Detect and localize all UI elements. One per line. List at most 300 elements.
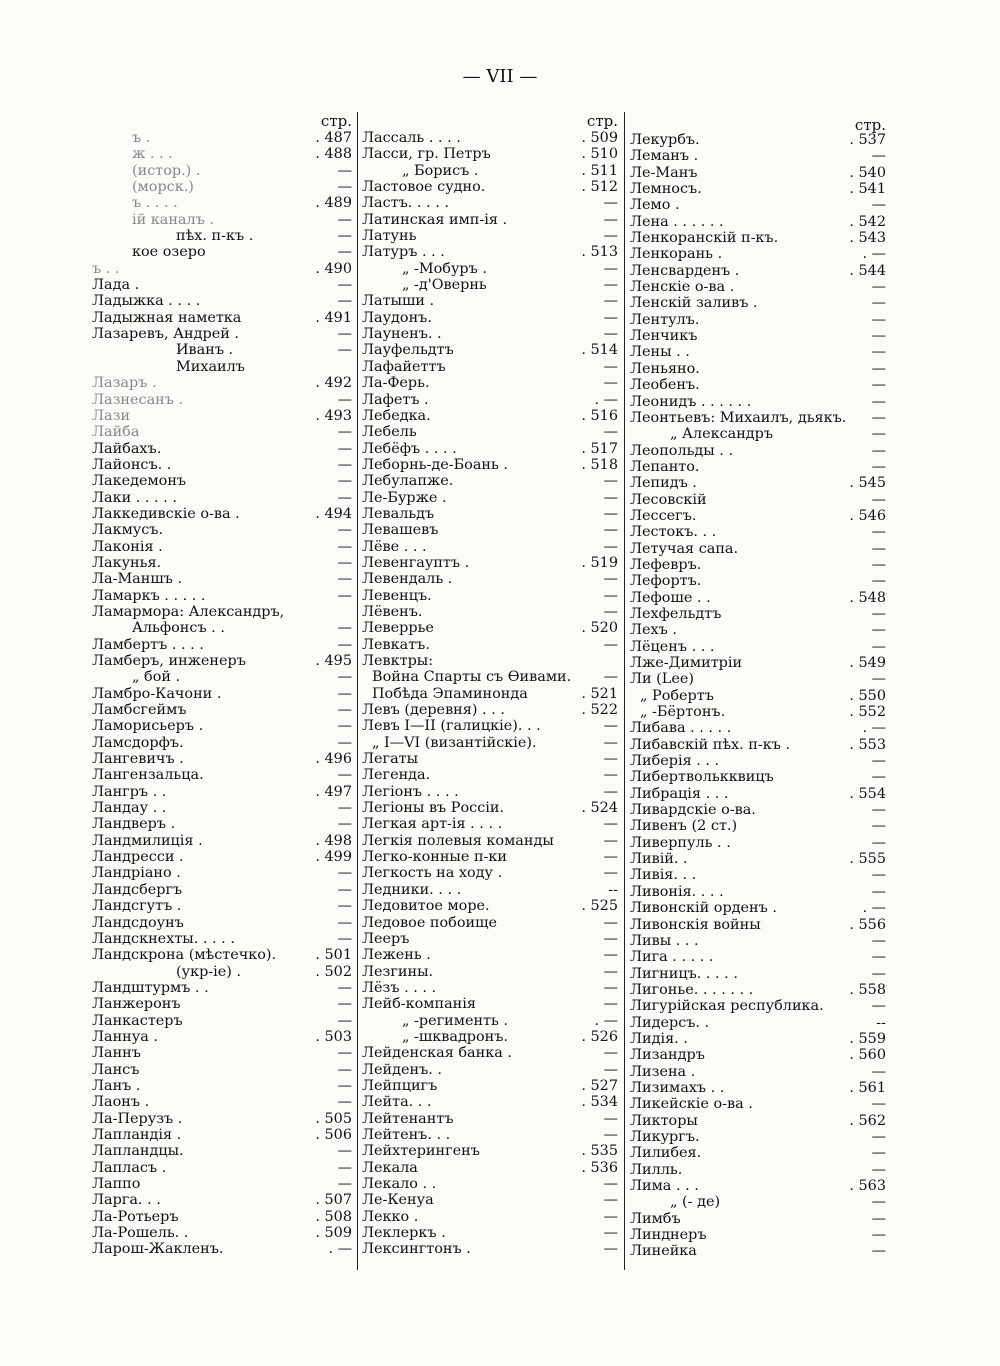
index-entry <box>630 1194 886 1210</box>
entry-name: Ливы . . . <box>630 932 699 949</box>
index-entry <box>92 882 352 898</box>
entry-page: . — <box>862 720 886 737</box>
entry-name: Лазаръ . <box>92 375 157 392</box>
entry-name: Латуръ . . . <box>362 244 445 261</box>
index-entry <box>630 966 886 982</box>
index-entry <box>362 408 618 424</box>
index-entry <box>630 884 886 900</box>
index-entry <box>362 1029 618 1045</box>
index-entry <box>92 130 352 146</box>
index-entry <box>630 508 886 524</box>
entry-page: — <box>337 456 352 473</box>
column-header: стр. <box>586 112 618 130</box>
entry-name: Иванъ . <box>176 342 234 359</box>
entry-page: . 508 <box>315 1208 352 1225</box>
entry-name: Лилль. <box>630 1161 683 1178</box>
entry-name: Лейта. . . <box>362 1094 432 1111</box>
entry-name: Лейтенъ. . . <box>362 1126 451 1143</box>
entry-page: — <box>603 1192 618 1209</box>
index-entry <box>630 475 886 491</box>
index-entry <box>362 751 618 767</box>
entry-name: Лада . <box>92 277 140 294</box>
entry-page: — <box>337 489 352 506</box>
index-entry <box>92 555 352 571</box>
entry-page: — <box>337 538 352 555</box>
entry-page: — <box>871 965 886 982</box>
index-entry <box>92 833 352 849</box>
entry-page: . 496 <box>315 751 352 768</box>
index-entry <box>630 802 886 818</box>
entry-name: Ливерпуль . . <box>630 834 731 851</box>
entry-page: . 505 <box>315 1110 352 1127</box>
entry-page: — <box>337 1045 352 1062</box>
entry-name: Лёценъ . . . <box>630 638 715 655</box>
index-entry <box>362 1094 618 1110</box>
entry-page: — <box>337 162 352 179</box>
index-entry <box>630 443 886 459</box>
index-entry <box>630 279 886 295</box>
index-entry <box>362 980 618 996</box>
entry-page: — <box>603 930 618 947</box>
entry-page: — <box>337 734 352 751</box>
entry-page: — <box>337 342 352 359</box>
index-entry <box>630 1113 886 1129</box>
entry-name: Ле-Манъ <box>630 164 698 181</box>
entry-name: Лапландія . <box>92 1126 182 1143</box>
entry-page: — <box>337 930 352 947</box>
index-entry <box>92 1078 352 1094</box>
index-entry <box>92 1192 352 1208</box>
index-entry <box>630 295 886 311</box>
entry-name: Леверрье <box>362 620 434 637</box>
index-entry <box>362 718 618 734</box>
index-entry <box>362 277 618 293</box>
index-entry <box>92 326 352 342</box>
entry-page: . 490 <box>315 260 352 277</box>
entry-name: Либрація . . . <box>630 785 729 802</box>
entry-page: — <box>603 1126 618 1143</box>
entry-name: Лангръ . . <box>92 783 167 800</box>
entry-name: Легкія полевыя команды <box>362 832 554 849</box>
entry-name: Либертволькквицъ <box>630 769 774 786</box>
index-entry <box>630 671 886 687</box>
entry-name: Ла-Ротьеръ <box>92 1208 179 1225</box>
index-entry <box>630 132 886 148</box>
entry-page: — <box>337 1094 352 1111</box>
index-entry <box>92 1094 352 1110</box>
entry-page: — <box>871 753 886 770</box>
entry-page: — <box>337 669 352 686</box>
index-entry <box>362 1209 618 1225</box>
entry-name: „ бой . <box>132 669 181 686</box>
entry-page: — <box>337 865 352 882</box>
entry-name: Лизена . <box>630 1063 696 1080</box>
entry-page: . 499 <box>315 849 352 866</box>
entry-name: ъ . <box>132 130 151 146</box>
entry-page: . 549 <box>849 655 886 671</box>
entry-page: — <box>603 538 618 555</box>
entry-page: — <box>337 1077 352 1094</box>
index-entry <box>362 392 618 408</box>
entry-name: Лига . . . . . <box>630 949 714 966</box>
entry-page: — <box>603 211 618 228</box>
entry-name: Ламбро-Качони . <box>92 685 222 702</box>
entry-page: — <box>603 1241 618 1258</box>
index-entry <box>630 197 886 213</box>
index-entry <box>362 1127 618 1143</box>
entry-name: Лилибея. <box>630 1145 702 1162</box>
index-entry <box>362 816 618 832</box>
index-entry <box>362 882 618 898</box>
entry-name: Ливонія. . . . <box>630 883 724 900</box>
entry-name: Леклеркъ . <box>362 1225 446 1242</box>
entry-page: — <box>337 914 352 931</box>
entry-page: . 507 <box>315 1192 352 1209</box>
entry-page: — <box>603 1110 618 1127</box>
index-entry <box>362 1225 618 1241</box>
index-entry <box>92 441 352 457</box>
entry-name: Легіоны въ Россіи. <box>362 800 505 817</box>
entry-name: Лебулапже. <box>362 473 454 490</box>
entry-name: Война Спарты съ Ѳивами. <box>372 669 572 686</box>
entry-name: Летучая сапа. <box>630 540 739 557</box>
entry-page: — <box>871 426 886 443</box>
entry-page: — <box>603 669 618 686</box>
entry-name: Лейпцигъ <box>362 1077 438 1094</box>
index-entry <box>630 312 886 328</box>
entry-page: — <box>603 636 618 653</box>
entry-name: Лаки . . . . . <box>92 489 177 506</box>
index-entry <box>630 1211 886 1227</box>
index-entry <box>362 784 618 800</box>
entry-name: „ -регименть . <box>402 1012 508 1029</box>
index-entry <box>92 996 352 1012</box>
entry-name: „ -д'Овернь <box>402 277 487 294</box>
index-entry <box>362 604 618 620</box>
index-entry <box>362 375 618 391</box>
index-entry <box>92 784 352 800</box>
entry-name: Лангевичъ . <box>92 751 184 768</box>
entry-page: . 494 <box>315 505 352 522</box>
entry-page: — <box>337 685 352 702</box>
index-entry <box>92 571 352 587</box>
entry-name: Лима . . . <box>630 1178 699 1194</box>
entry-page: — <box>603 832 618 849</box>
entry-name: (морск.) <box>132 179 194 196</box>
entry-page: — <box>871 311 886 328</box>
index-entry <box>362 1045 618 1061</box>
entry-name: Лесовскій <box>630 491 707 508</box>
index-entry <box>630 426 886 442</box>
entry-name: Ленскій заливъ . <box>630 295 758 312</box>
entry-name: Лангензальца. <box>92 767 204 784</box>
entry-name: Ларош-Жакленъ. <box>92 1241 224 1258</box>
entry-page: — <box>603 734 618 751</box>
entry-page: — <box>871 949 886 966</box>
entry-page: — <box>337 179 352 196</box>
entry-name: Побѣда Эпаминонда <box>372 685 528 702</box>
entry-page: — <box>603 751 618 768</box>
entry-name: Ла-Перузъ . <box>92 1110 183 1127</box>
index-entry <box>362 620 618 636</box>
index-entry <box>362 767 618 783</box>
entry-page: . 492 <box>315 375 352 392</box>
entry-page: — <box>871 540 886 557</box>
entry-name: Левктры: <box>362 653 434 669</box>
entry-page: — <box>337 326 352 343</box>
entry-name: Михаилъ <box>176 358 245 375</box>
index-entry <box>92 816 352 832</box>
index-entry <box>630 557 886 573</box>
entry-page: — <box>337 800 352 817</box>
index-entry <box>362 800 618 816</box>
entry-name: (укр-іе) . <box>176 963 242 980</box>
index-entry <box>630 492 886 508</box>
entry-name: Лееръ <box>362 930 410 947</box>
entry-name: Ливонскія войны <box>630 916 761 933</box>
entry-page: — <box>337 571 352 588</box>
column-divider-2 <box>624 112 625 1270</box>
entry-name: Лена . . . . . . <box>630 213 724 230</box>
entry-name: Ласси, гр. Петръ <box>362 146 491 163</box>
entry-name: Лази <box>92 407 131 424</box>
index-entry <box>630 606 886 622</box>
entry-name: Лапландцы. <box>92 1143 184 1160</box>
entry-page: . 516 <box>581 407 618 424</box>
entry-name: „ Робертъ <box>640 687 714 704</box>
entry-name: Лигонье. . . . . . . <box>630 981 754 998</box>
entry-name: Лайба <box>92 424 140 441</box>
entry-page: . — <box>862 246 886 263</box>
entry-page: — <box>871 458 886 475</box>
entry-name: Лежень . <box>362 947 431 964</box>
entry-name: Леонтьевъ: Михаилъ, дьякъ. <box>630 409 847 426</box>
entry-name: Лазнесанъ . <box>92 391 184 408</box>
entry-name: Лефортъ. <box>630 573 702 590</box>
entry-name: Ленкоранскій п-къ. <box>630 230 779 247</box>
index-entry <box>92 522 352 538</box>
entry-name: Ланнуа . <box>92 1028 158 1045</box>
entry-name: Ландріано . <box>92 865 181 882</box>
entry-name: Лены . . <box>630 344 690 361</box>
entry-name: Либавскій пѣх. п-къ . <box>630 736 791 753</box>
entry-page: — <box>337 587 352 604</box>
entry-name: Лапласъ . <box>92 1159 167 1176</box>
index-entry <box>630 622 886 638</box>
entry-page: — <box>871 409 886 426</box>
index-entry <box>630 1227 886 1243</box>
index-entry <box>92 669 352 685</box>
entry-page: — <box>337 228 352 245</box>
entry-page: — <box>337 996 352 1013</box>
entry-page: — <box>871 883 886 900</box>
entry-page: — <box>871 1145 886 1162</box>
index-entry <box>92 261 352 277</box>
index-entry <box>92 637 352 653</box>
entry-name: ъ . . <box>92 260 120 277</box>
index-entry <box>362 931 618 947</box>
entry-page: — <box>871 638 886 655</box>
entry-page: . 560 <box>849 1047 886 1064</box>
index-entry <box>92 588 352 604</box>
entry-page: — <box>871 556 886 573</box>
index-entry <box>362 342 618 358</box>
index-entry <box>630 1096 886 1112</box>
index-entry <box>362 261 618 277</box>
entry-name: Лакунья. <box>92 554 162 571</box>
entry-name: Ливія. . . <box>630 867 697 884</box>
entry-name: Лексингтонъ . <box>362 1241 471 1258</box>
index-entry <box>92 293 352 309</box>
entry-page: . 544 <box>849 262 886 279</box>
entry-page: . 546 <box>849 507 886 524</box>
entry-page: — <box>337 440 352 457</box>
entry-name: Лефоше . . <box>630 589 711 606</box>
column-divider-1 <box>357 112 358 1270</box>
entry-name: Лизимахъ . . <box>630 1079 725 1096</box>
entry-page: — <box>337 1143 352 1160</box>
entry-page: . 548 <box>849 589 886 606</box>
entry-page: — <box>337 620 352 637</box>
entry-name: Лехъ . <box>630 622 677 639</box>
index-entry <box>362 441 618 457</box>
entry-page: . 540 <box>849 164 886 181</box>
index-entry <box>92 898 352 914</box>
entry-page: — <box>337 244 352 261</box>
entry-name: Лидерсъ. . <box>630 1014 710 1031</box>
entry-page: — <box>603 865 618 882</box>
index-entry <box>630 851 886 867</box>
index-entry <box>362 735 618 751</box>
column-header: стр. <box>854 116 886 134</box>
index-entry <box>92 964 352 980</box>
index-entry <box>630 982 886 998</box>
entry-page: . 518 <box>581 456 618 473</box>
entry-page: — <box>603 979 618 996</box>
index-entry <box>92 277 352 293</box>
index-entry <box>92 686 352 702</box>
index-entry <box>92 228 352 244</box>
entry-name: Леопольды . . <box>630 442 734 459</box>
index-entry <box>92 539 352 555</box>
entry-page: — <box>603 914 618 931</box>
entry-name: Ландскнехты. . . . . <box>92 930 235 947</box>
entry-page: — <box>603 783 618 800</box>
index-entry <box>362 146 618 162</box>
entry-page: . — <box>328 1241 352 1258</box>
entry-name: Лакмусъ. <box>92 522 164 539</box>
index-entry <box>630 786 886 802</box>
entry-name: Ле-Бурже . <box>362 489 447 506</box>
entry-name: Леонидъ . . . . . . <box>630 393 752 410</box>
entry-name: Лессегъ. <box>630 507 697 524</box>
entry-page: . 536 <box>581 1159 618 1176</box>
index-entry <box>362 506 618 522</box>
entry-name: Лёвенъ. <box>362 603 423 620</box>
index-entry <box>92 1160 352 1176</box>
entry-name: Ламбертъ . . . . <box>92 636 204 653</box>
index-entry <box>92 915 352 931</box>
entry-page: — <box>871 622 886 639</box>
entry-page: . 514 <box>581 342 618 359</box>
entry-page: . 558 <box>849 981 886 998</box>
entry-page: . 511 <box>581 162 618 179</box>
entry-page: — <box>603 260 618 277</box>
entry-name: Левкатъ. <box>362 636 430 653</box>
entry-page: — <box>603 293 618 310</box>
entry-name: Лаонъ . <box>92 1094 150 1111</box>
entry-name: Лаудонъ. <box>362 309 432 326</box>
index-entry <box>92 620 352 636</box>
index-entry <box>630 769 886 785</box>
entry-page: . 563 <box>849 1178 886 1194</box>
index-entry <box>92 1111 352 1127</box>
entry-name: Легкость на ходу . <box>362 865 503 882</box>
entry-name: Ламорисьеръ . <box>92 718 204 735</box>
index-entry <box>630 1145 886 1161</box>
entry-name: Ларга. . . <box>92 1192 161 1209</box>
entry-name: Лёве . . . <box>362 538 427 555</box>
entry-name: Легко-конные п-ки <box>362 849 508 866</box>
index-entry <box>92 473 352 489</box>
entry-name: Левальдъ <box>362 505 435 522</box>
entry-name: ій каналъ . <box>132 211 214 228</box>
entry-page: . 522 <box>581 702 618 719</box>
index-entry <box>362 588 618 604</box>
index-entry <box>362 179 618 195</box>
entry-page: — <box>603 326 618 343</box>
index-entry <box>92 1029 352 1045</box>
index-entry <box>362 130 618 146</box>
entry-page: . 543 <box>849 230 886 247</box>
index-entry <box>362 1013 618 1029</box>
entry-name: „ Александръ <box>670 426 774 443</box>
entry-name: Леборнь-де-Боань . <box>362 456 508 473</box>
entry-page: . 555 <box>849 851 886 868</box>
entry-page: . 517 <box>581 440 618 457</box>
entry-name: Левъ (деревня) . . . <box>362 702 505 719</box>
entry-page: . 487 <box>315 130 352 146</box>
entry-name: ж . . . <box>132 146 173 163</box>
entry-page: — <box>871 1194 886 1211</box>
entry-name: Лауненъ. . <box>362 326 442 343</box>
entry-name: Лебёфъ . . . . <box>362 440 457 457</box>
entry-name: Ленчикъ <box>630 328 698 345</box>
entry-page: — <box>871 1096 886 1113</box>
entry-page: . 497 <box>315 783 352 800</box>
entry-name: Ледовое побоище <box>362 914 497 931</box>
index-entry <box>92 931 352 947</box>
entry-name: Лаппо <box>92 1176 141 1192</box>
index-entry <box>92 735 352 751</box>
index-entry <box>362 359 618 375</box>
entry-name: Линейка <box>630 1243 697 1260</box>
entry-page: . 510 <box>581 146 618 163</box>
entry-page: . 556 <box>849 916 886 933</box>
index-entry <box>630 344 886 360</box>
entry-name: „ -шквадронъ. <box>402 1028 509 1045</box>
entry-page: — <box>871 818 886 835</box>
index-entry <box>630 949 886 965</box>
entry-page: — <box>871 1161 886 1178</box>
index-entry <box>630 459 886 475</box>
index-entry <box>92 359 352 375</box>
entry-name: Либава . . . . . <box>630 720 732 737</box>
entry-page: — <box>337 277 352 294</box>
entry-name: Ливонскій орденъ . <box>630 900 777 917</box>
entry-page: . 502 <box>315 963 352 980</box>
index-entry <box>362 228 618 244</box>
